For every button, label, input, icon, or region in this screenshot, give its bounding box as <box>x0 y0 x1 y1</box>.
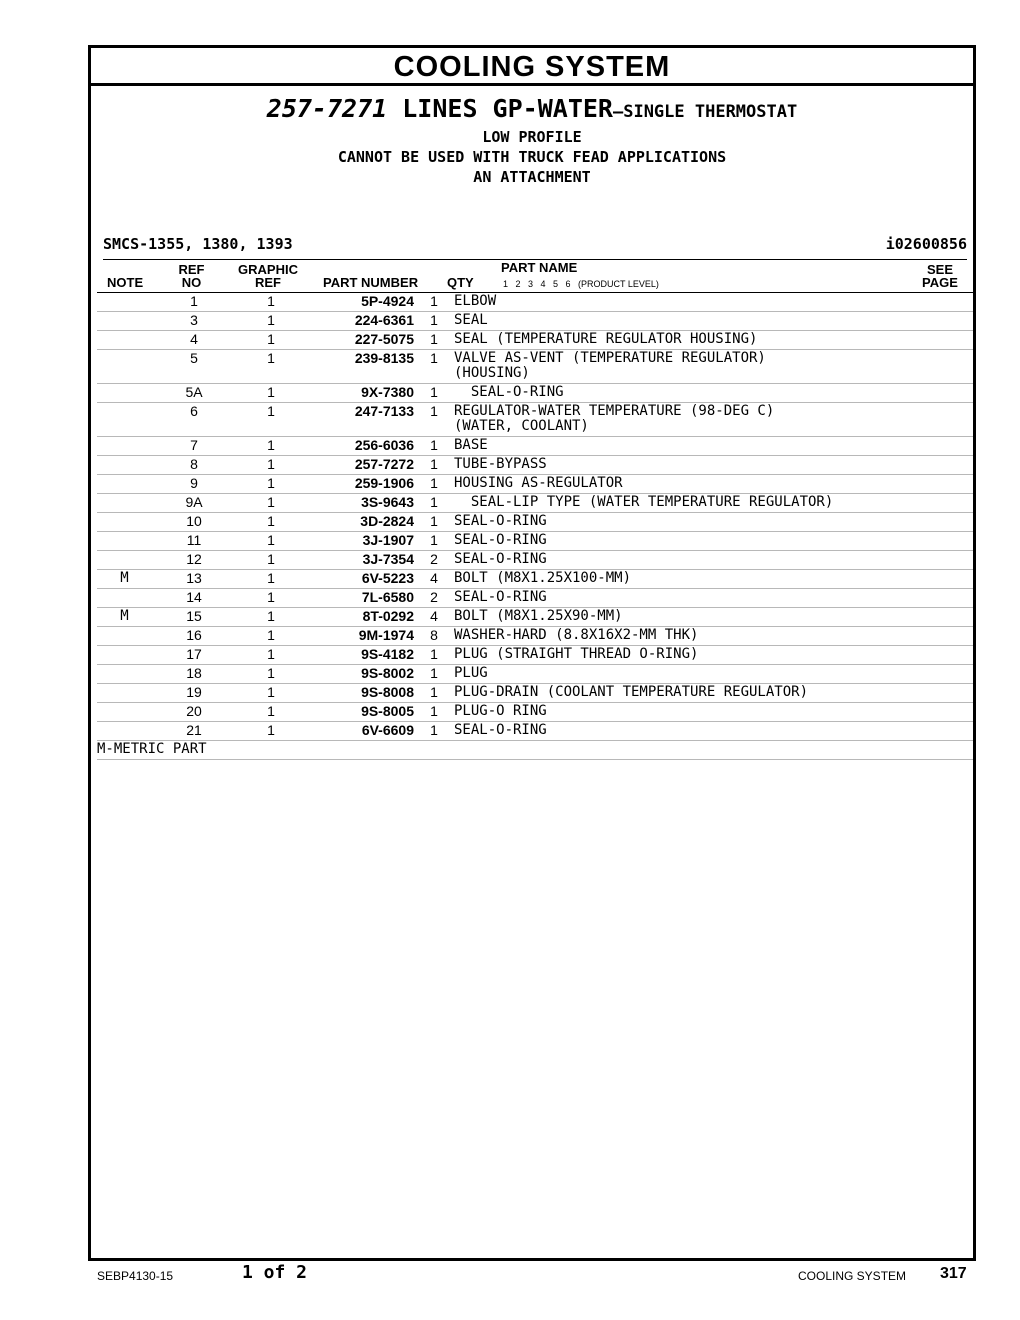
cell-name: PLUG <box>454 665 973 684</box>
cell-qty: 1 <box>414 532 454 551</box>
group-number: 257-7271 <box>266 94 388 123</box>
table-row <box>97 665 973 684</box>
cell-ref: 20 <box>152 703 236 722</box>
cell-qty: 1 <box>414 437 454 456</box>
cell-ref: 9 <box>152 475 236 494</box>
group-line-1: LOW PROFILE <box>482 128 582 146</box>
cell-note <box>97 703 152 722</box>
cell-name: SEAL-O-RING <box>454 722 973 741</box>
cell-note <box>97 722 152 741</box>
cell-note <box>97 513 152 532</box>
cell-gref: 1 <box>236 646 306 665</box>
table-row <box>97 608 973 627</box>
cell-ref: 3 <box>152 312 236 331</box>
cell-gref: 1 <box>236 331 306 350</box>
cell-note <box>97 475 152 494</box>
cell-ref: 16 <box>152 627 236 646</box>
page-number: 317 <box>940 1265 967 1282</box>
header-product-levels: 1 2 3 4 5 6 (PRODUCT LEVEL) <box>503 279 659 289</box>
cell-qty: 1 <box>414 722 454 741</box>
group-name: LINES GP-WATER <box>402 94 613 123</box>
cell-note <box>97 684 152 703</box>
cell-ref: 12 <box>152 551 236 570</box>
cell-qty: 1 <box>414 646 454 665</box>
cell-gref: 1 <box>236 513 306 532</box>
cell-ref: 18 <box>152 665 236 684</box>
cell-gref: 1 <box>236 494 306 513</box>
cell-ref: 1 <box>152 293 236 312</box>
cell-pn: 9M-1974 <box>306 627 414 646</box>
cell-name: VALVE AS-VENT (TEMPERATURE REGULATOR) (HOUSING) <box>454 350 973 384</box>
cell-note <box>97 646 152 665</box>
cell-pn: 227-5075 <box>306 331 414 350</box>
cell-qty: 1 <box>414 703 454 722</box>
cell-note <box>97 532 152 551</box>
table-row <box>97 403 973 437</box>
cell-qty: 1 <box>414 350 454 384</box>
cell-name: WASHER-HARD (8.8X16X2-MM THK) <box>454 627 973 646</box>
cell-note <box>97 293 152 312</box>
group-line-3: AN ATTACHMENT <box>473 168 591 186</box>
header-note: NOTE <box>107 275 144 290</box>
cell-qty: 1 <box>414 513 454 532</box>
cell-qty: 8 <box>414 627 454 646</box>
cell-pn: 6V-6609 <box>306 722 414 741</box>
cell-ref: 10 <box>152 513 236 532</box>
cell-name: BOLT (M8X1.25X100-MM) <box>454 570 973 589</box>
cell-ref: 14 <box>152 589 236 608</box>
cell-note: M <box>97 570 152 589</box>
header-ref-line1: REF <box>178 262 205 277</box>
cell-gref: 1 <box>236 532 306 551</box>
cell-ref: 11 <box>152 532 236 551</box>
group-subtitle: SINGLE THERMOSTAT <box>623 102 798 122</box>
cell-pn: 257-7272 <box>306 456 414 475</box>
table-row <box>97 627 973 646</box>
illustration-id: i02600856 <box>885 235 967 253</box>
header-graphic-ref <box>233 263 303 289</box>
footnote-row <box>97 741 973 760</box>
header-part-name: PART NAME <box>501 260 578 275</box>
header-ref-no <box>169 263 214 289</box>
cell-qty: 1 <box>414 293 454 312</box>
page-of: 1 of 2 <box>242 1262 308 1283</box>
cell-qty: 1 <box>414 312 454 331</box>
table-row <box>97 646 973 665</box>
cell-pn: 239-8135 <box>306 350 414 384</box>
cell-name: REGULATOR-WATER TEMPERATURE (98-DEG C) (WATER, COOLANT) <box>454 403 973 437</box>
table-row <box>97 384 973 403</box>
header-see-line1: SEE <box>926 262 953 277</box>
cell-qty: 1 <box>414 684 454 703</box>
footer-section: COOLING SYSTEM <box>798 1269 907 1283</box>
cell-ref: 19 <box>152 684 236 703</box>
cell-gref: 1 <box>236 403 306 437</box>
cell-pn: 5P-4924 <box>306 293 414 312</box>
smcs-row <box>103 235 967 260</box>
cell-pn: 224-6361 <box>306 312 414 331</box>
table-row <box>97 437 973 456</box>
cell-qty: 1 <box>414 403 454 437</box>
cell-name: SEAL-LIP TYPE (WATER TEMPERATURE REGULATOR) <box>454 494 973 513</box>
cell-note <box>97 494 152 513</box>
cell-ref: 21 <box>152 722 236 741</box>
cell-ref: 4 <box>152 331 236 350</box>
cell-ref: 9A <box>152 494 236 513</box>
page-footer <box>0 1262 1020 1292</box>
cell-note: M <box>97 608 152 627</box>
table-row <box>97 331 973 350</box>
cell-qty: 1 <box>414 456 454 475</box>
cell-qty: 4 <box>414 608 454 627</box>
cell-pn: 7L-6580 <box>306 589 414 608</box>
cell-ref: 13 <box>152 570 236 589</box>
table-row <box>97 513 973 532</box>
table-row <box>97 293 973 312</box>
table-row <box>97 456 973 475</box>
cell-note <box>97 331 152 350</box>
cell-note <box>97 665 152 684</box>
cell-qty: 2 <box>414 551 454 570</box>
cell-pn: 6V-5223 <box>306 570 414 589</box>
cell-note <box>97 403 152 437</box>
cell-name: SEAL-O-RING <box>454 589 973 608</box>
table-row <box>97 532 973 551</box>
cell-note <box>97 350 152 384</box>
cell-name: SEAL <box>454 312 973 331</box>
cell-name: SEAL-O-RING <box>454 513 973 532</box>
cell-name: PLUG-O RING <box>454 703 973 722</box>
header-part-number: PART NUMBER <box>323 275 419 290</box>
cell-name: SEAL (TEMPERATURE REGULATOR HOUSING) <box>454 331 973 350</box>
cell-note <box>97 551 152 570</box>
cell-name: BASE <box>454 437 973 456</box>
cell-gref: 1 <box>236 384 306 403</box>
table-row <box>97 350 973 384</box>
cell-name: SEAL-O-RING <box>454 532 973 551</box>
cell-pn: 256-6036 <box>306 437 414 456</box>
cell-note <box>97 384 152 403</box>
cell-gref: 1 <box>236 293 306 312</box>
table-row <box>97 589 973 608</box>
cell-note <box>97 627 152 646</box>
cell-pn: 259-1906 <box>306 475 414 494</box>
cell-qty: 4 <box>414 570 454 589</box>
smcs-codes: SMCS-1355, 1380, 1393 <box>103 235 293 253</box>
group-line-2: CANNOT BE USED WITH TRUCK FEAD APPLICATIONS <box>337 148 727 166</box>
cell-qty: 1 <box>414 331 454 350</box>
cell-gref: 1 <box>236 312 306 331</box>
header-see-page <box>915 263 965 289</box>
cell-name: ELBOW <box>454 293 973 312</box>
table-row <box>97 703 973 722</box>
cell-gref: 1 <box>236 589 306 608</box>
table-header <box>97 261 973 293</box>
group-title: 257-7271 LINES GP-WATER—SINGLE THERMOSTAT <box>266 94 798 123</box>
cell-note <box>97 456 152 475</box>
cell-name: SEAL-O-RING <box>454 551 973 570</box>
cell-qty: 1 <box>414 475 454 494</box>
cell-gref: 1 <box>236 570 306 589</box>
cell-ref: 7 <box>152 437 236 456</box>
cell-pn: 3J-1907 <box>306 532 414 551</box>
cell-qty: 1 <box>414 384 454 403</box>
cell-pn: 3S-9643 <box>306 494 414 513</box>
footnote: M-METRIC PART <box>97 741 973 760</box>
cell-pn: 9S-8002 <box>306 665 414 684</box>
header-ref-line2: NO <box>181 275 202 290</box>
cell-gref: 1 <box>236 665 306 684</box>
cell-ref: 17 <box>152 646 236 665</box>
cell-pn: 9X-7380 <box>306 384 414 403</box>
cell-ref: 15 <box>152 608 236 627</box>
cell-name: PLUG-DRAIN (COOLANT TEMPERATURE REGULATOR) <box>454 684 973 703</box>
cell-gref: 1 <box>236 437 306 456</box>
cell-gref: 1 <box>236 627 306 646</box>
cell-pn: 3J-7354 <box>306 551 414 570</box>
table-row <box>97 722 973 741</box>
cell-gref: 1 <box>236 456 306 475</box>
cell-gref: 1 <box>236 551 306 570</box>
cell-note <box>97 312 152 331</box>
cell-pn: 8T-0292 <box>306 608 414 627</box>
cell-gref: 1 <box>236 684 306 703</box>
cell-ref: 5 <box>152 350 236 384</box>
table-row <box>97 570 973 589</box>
cell-qty: 1 <box>414 494 454 513</box>
cell-gref: 1 <box>236 722 306 741</box>
cell-qty: 1 <box>414 665 454 684</box>
cell-gref: 1 <box>236 350 306 384</box>
header-qty: QTY <box>447 275 474 290</box>
parts-table <box>97 293 973 760</box>
cell-pn: 247-7133 <box>306 403 414 437</box>
cell-name: TUBE-BYPASS <box>454 456 973 475</box>
cell-name: PLUG (STRAIGHT THREAD O-RING) <box>454 646 973 665</box>
cell-pn: 3D-2824 <box>306 513 414 532</box>
doc-number: SEBP4130-15 <box>97 1269 174 1283</box>
table-row <box>97 475 973 494</box>
header-graphic-line1: GRAPHIC <box>238 262 298 277</box>
group-heading <box>91 86 973 187</box>
cell-gref: 1 <box>236 608 306 627</box>
header-graphic-line2: REF <box>255 275 281 290</box>
table-row <box>97 684 973 703</box>
cell-qty: 2 <box>414 589 454 608</box>
cell-name: BOLT (M8X1.25X90-MM) <box>454 608 973 627</box>
section-title: COOLING SYSTEM <box>91 48 973 86</box>
cell-name: SEAL-O-RING <box>454 384 973 403</box>
cell-ref: 5A <box>152 384 236 403</box>
table-row <box>97 494 973 513</box>
page-frame <box>88 45 976 1261</box>
cell-ref: 6 <box>152 403 236 437</box>
cell-note <box>97 437 152 456</box>
cell-gref: 1 <box>236 475 306 494</box>
cell-name: HOUSING AS-REGULATOR <box>454 475 973 494</box>
cell-pn: 9S-8008 <box>306 684 414 703</box>
table-row <box>97 551 973 570</box>
table-row <box>97 312 973 331</box>
cell-ref: 8 <box>152 456 236 475</box>
header-see-line2: PAGE <box>922 275 958 290</box>
cell-pn: 9S-8005 <box>306 703 414 722</box>
cell-gref: 1 <box>236 703 306 722</box>
cell-pn: 9S-4182 <box>306 646 414 665</box>
cell-note <box>97 589 152 608</box>
